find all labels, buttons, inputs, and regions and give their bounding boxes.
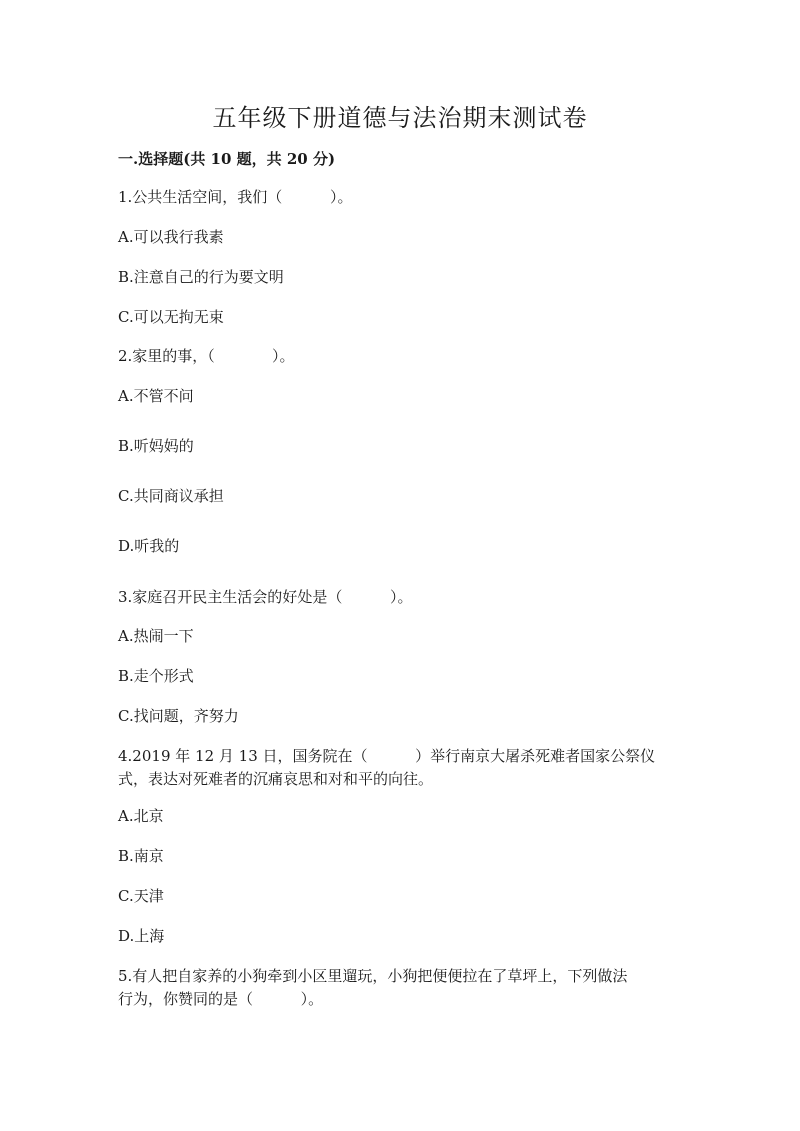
question-4-stem-line-2: 式，表达对死难者的沉痛哀思和对和平的向往。	[118, 770, 434, 788]
question-3-option-a: A.热闹一下	[118, 627, 194, 645]
question-4-option-d: D.上海	[118, 927, 165, 945]
question-4-stem-line-1: 4.2019 年 12 月 13 日，国务院在（ ）举行南京大屠杀死难者国家公祭仪	[118, 747, 656, 765]
question-2-option-d: D.听我的	[118, 537, 180, 555]
question-2-option-a: A.不管不问	[118, 387, 194, 405]
question-1-option-a: A.可以我行我素	[118, 228, 224, 246]
question-4-option-c: C.天津	[118, 887, 164, 905]
question-3-option-c: C.找问题，齐努力	[118, 707, 239, 725]
question-5-stem-line-1: 5.有人把自家养的小狗牵到小区里遛玩，小狗把便便拉在了草坪上，下列做法	[118, 967, 628, 985]
question-2-option-b: B.听妈妈的	[118, 437, 194, 455]
question-2-option-c: C.共同商议承担	[118, 487, 224, 505]
page-title: 五年级下册道德与法治期末测试卷	[212, 104, 588, 132]
question-4-option-a: A.北京	[118, 807, 164, 825]
question-1-option-b: B.注意自己的行为要文明	[118, 268, 284, 286]
question-1-option-c: C.可以无拘无束	[118, 308, 224, 326]
question-3-stem: 3.家庭召开民主生活会的好处是（ ）。	[118, 588, 413, 606]
section-heading: 一.选择题(共 10 题，共 20 分)	[118, 150, 336, 168]
question-3-option-b: B.走个形式	[118, 667, 194, 685]
question-1-stem: 1.公共生活空间，我们（ ）。	[118, 188, 353, 206]
question-5-stem-line-2: 行为，你赞同的是（ ）。	[118, 990, 324, 1008]
question-4-option-b: B.南京	[118, 847, 164, 865]
question-2-stem: 2.家里的事，（ ）。	[118, 347, 295, 365]
